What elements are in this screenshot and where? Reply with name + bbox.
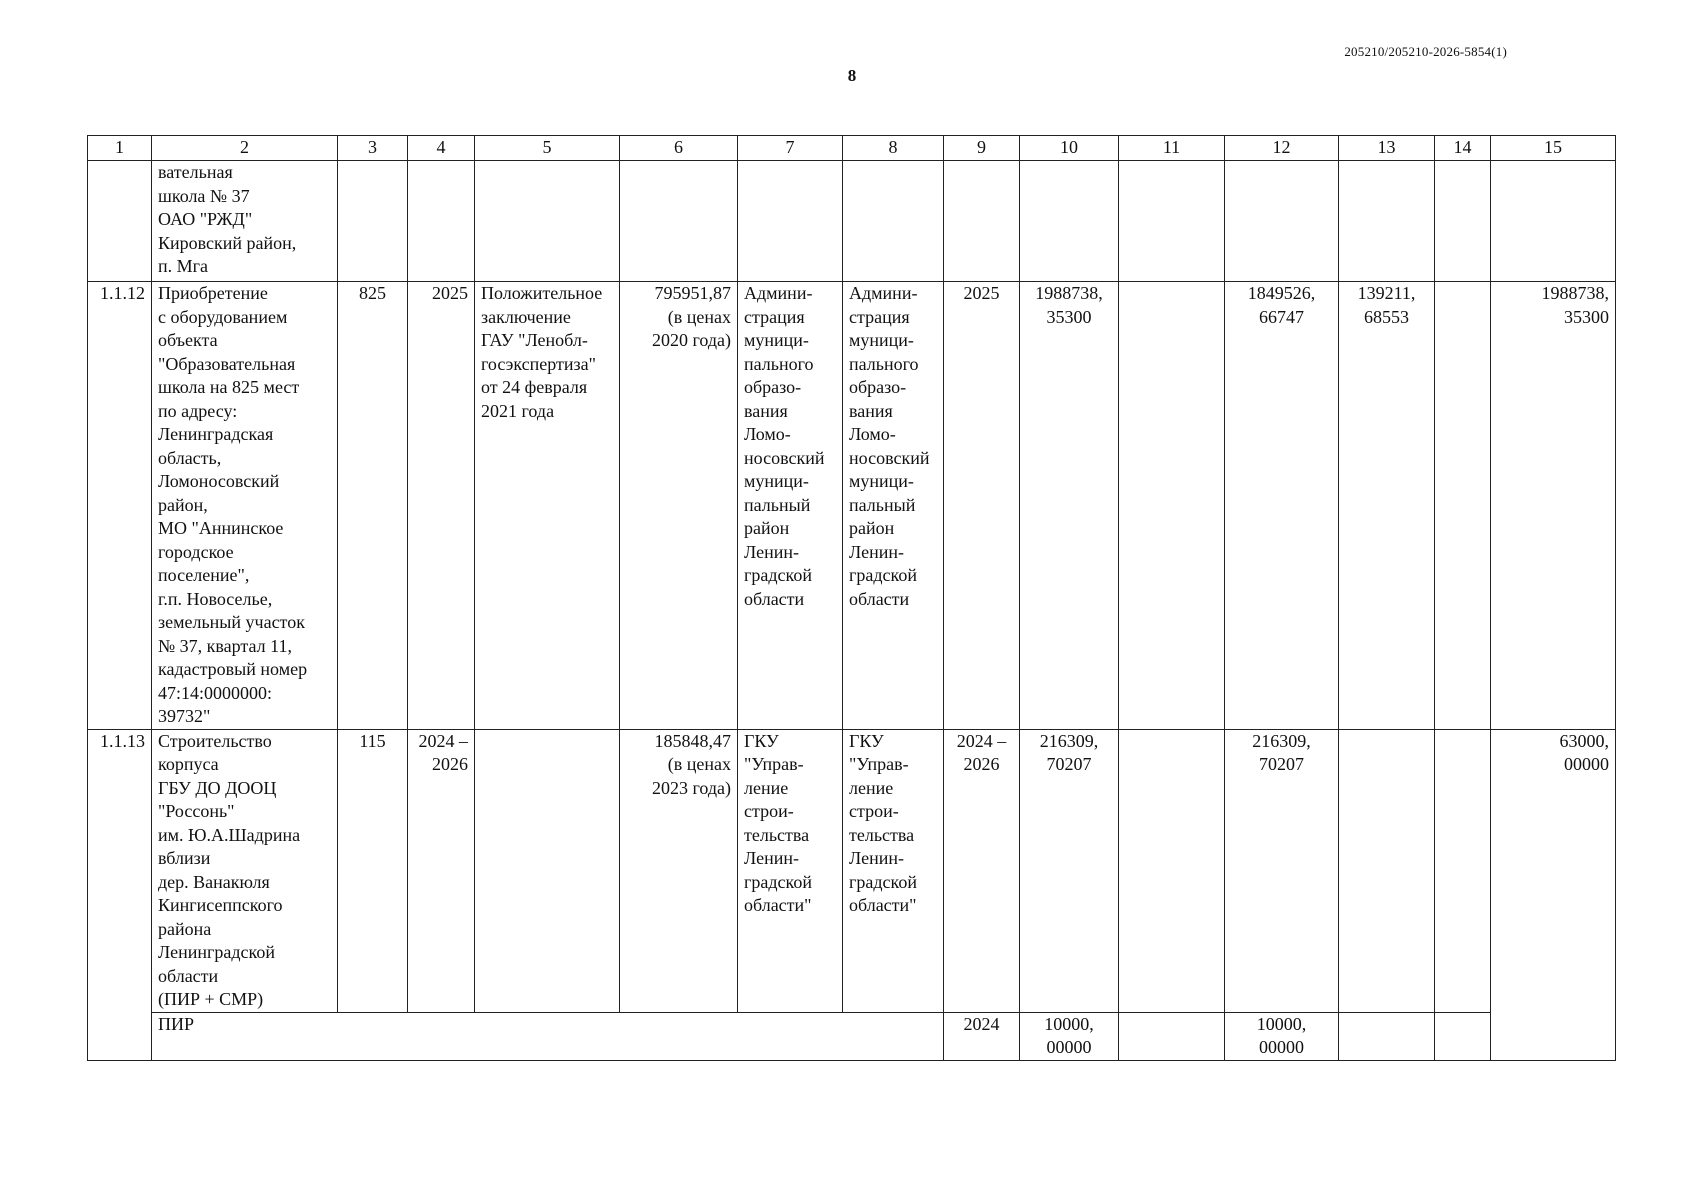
cell-object-name: Строительство корпуса ГБУ ДО ДООЦ "Россонь" им. Ю.А.Шадрина вблизи дер. Ванакюля Кингисеппского района Ленинградской области (ПИР + СМР) — [152, 729, 338, 1012]
cell-expertise — [475, 729, 620, 1012]
header-cell-2: 2 — [152, 136, 338, 161]
cell-empty — [88, 161, 152, 282]
cell-col11 — [1119, 1012, 1225, 1060]
cell-period: 2024 — [944, 1012, 1020, 1060]
cell-col11 — [1119, 282, 1225, 730]
cell-col15: 63000, 00000 — [1491, 729, 1616, 1060]
cell-total-funding: 1988738, 35300 — [1020, 282, 1119, 730]
cell-empty — [338, 161, 408, 282]
header-cell-13: 13 — [1339, 136, 1435, 161]
cell-empty — [1491, 161, 1616, 282]
cell-col13: 139211, 68553 — [1339, 282, 1435, 730]
header-cell-11: 11 — [1119, 136, 1225, 161]
cell-col13 — [1339, 1012, 1435, 1060]
cell-col11 — [1119, 729, 1225, 1012]
cell-developer: ГКУ "Управ- ление строи- тельства Ленин- градской области" — [843, 729, 944, 1012]
table-header-row — [88, 136, 1616, 161]
header-cell-1: 1 — [88, 136, 152, 161]
header-cell-12: 12 — [1225, 136, 1339, 161]
cell-col15: 1988738, 35300 — [1491, 282, 1616, 730]
header-cell-9: 9 — [944, 136, 1020, 161]
cell-col13 — [1339, 729, 1435, 1012]
cell-col14 — [1435, 282, 1491, 730]
cell-col12: 216309, 70207 — [1225, 729, 1339, 1012]
header-cell-15: 15 — [1491, 136, 1616, 161]
header-cell-8: 8 — [843, 136, 944, 161]
header-cell-4: 4 — [408, 136, 475, 161]
cell-empty — [408, 161, 475, 282]
table-row-1-1-12 — [88, 282, 1616, 730]
cell-estimated-cost: 795951,87 (в ценах 2020 года) — [620, 282, 738, 730]
cell-period: 2025 — [944, 282, 1020, 730]
cell-object-name: вательная школа № 37 ОАО "РЖД" Кировский район, п. Мга — [152, 161, 338, 282]
cell-customer: ГКУ "Управ- ление строи- тельства Ленин- градской области" — [738, 729, 843, 1012]
header-cell-14: 14 — [1435, 136, 1491, 161]
cell-expertise: Положительное заключение ГАУ "Ленобл- госэкспертиза" от 24 февраля 2021 года — [475, 282, 620, 730]
header-cell-10: 10 — [1020, 136, 1119, 161]
cell-col12: 10000, 00000 — [1225, 1012, 1339, 1060]
cell-empty — [1339, 161, 1435, 282]
header-cell-3: 3 — [338, 136, 408, 161]
cell-pir-label: ПИР — [152, 1012, 944, 1060]
cell-empty — [1020, 161, 1119, 282]
cell-col12: 1849526, 66747 — [1225, 282, 1339, 730]
table-row-pir — [88, 1012, 1616, 1060]
cell-object-name: Приобретение с оборудованием объекта "Образовательная школа на 825 мест по адресу: Ленинградская область, Ломоносовский район, МО "Аннинское городское поселение", г.п. Новоселье, земельный участок № 37, квартал 11, кадастровый номер 47:14:0000000: 39732" — [152, 282, 338, 730]
cell-capacity: 115 — [338, 729, 408, 1012]
table-row-1-1-13 — [88, 729, 1616, 1012]
cell-col14 — [1435, 729, 1491, 1012]
header-cell-5: 5 — [475, 136, 620, 161]
cell-customer: Админи- страция муници- пального образо- вания Ломо- носовский муници- пальный район Ленин- градской области — [738, 282, 843, 730]
header-cell-7: 7 — [738, 136, 843, 161]
cell-estimated-cost: 185848,47 (в ценах 2023 года) — [620, 729, 738, 1012]
cell-capacity: 825 — [338, 282, 408, 730]
cell-years: 2025 — [408, 282, 475, 730]
table-row-continuation — [88, 161, 1616, 282]
cell-empty — [1119, 161, 1225, 282]
document-code: 205210/205210-2026-5854(1) — [1344, 44, 1507, 59]
cell-total-funding: 216309, 70207 — [1020, 729, 1119, 1012]
cell-empty — [620, 161, 738, 282]
cell-empty — [1435, 161, 1491, 282]
cell-row-number: 1.1.13 — [88, 729, 152, 1060]
cell-col14 — [1435, 1012, 1491, 1060]
cell-years: 2024 – 2026 — [408, 729, 475, 1012]
cell-total-funding: 10000, 00000 — [1020, 1012, 1119, 1060]
data-table — [87, 135, 1616, 1061]
header-cell-6: 6 — [620, 136, 738, 161]
cell-row-number: 1.1.12 — [88, 282, 152, 730]
cell-empty — [1225, 161, 1339, 282]
cell-period: 2024 – 2026 — [944, 729, 1020, 1012]
page-number: 8 — [847, 66, 857, 85]
cell-developer: Админи- страция муници- пального образо- вания Ломо- носовский муници- пальный район Ленин- градской области — [843, 282, 944, 730]
cell-empty — [944, 161, 1020, 282]
cell-empty — [843, 161, 944, 282]
cell-empty — [738, 161, 843, 282]
cell-empty — [475, 161, 620, 282]
